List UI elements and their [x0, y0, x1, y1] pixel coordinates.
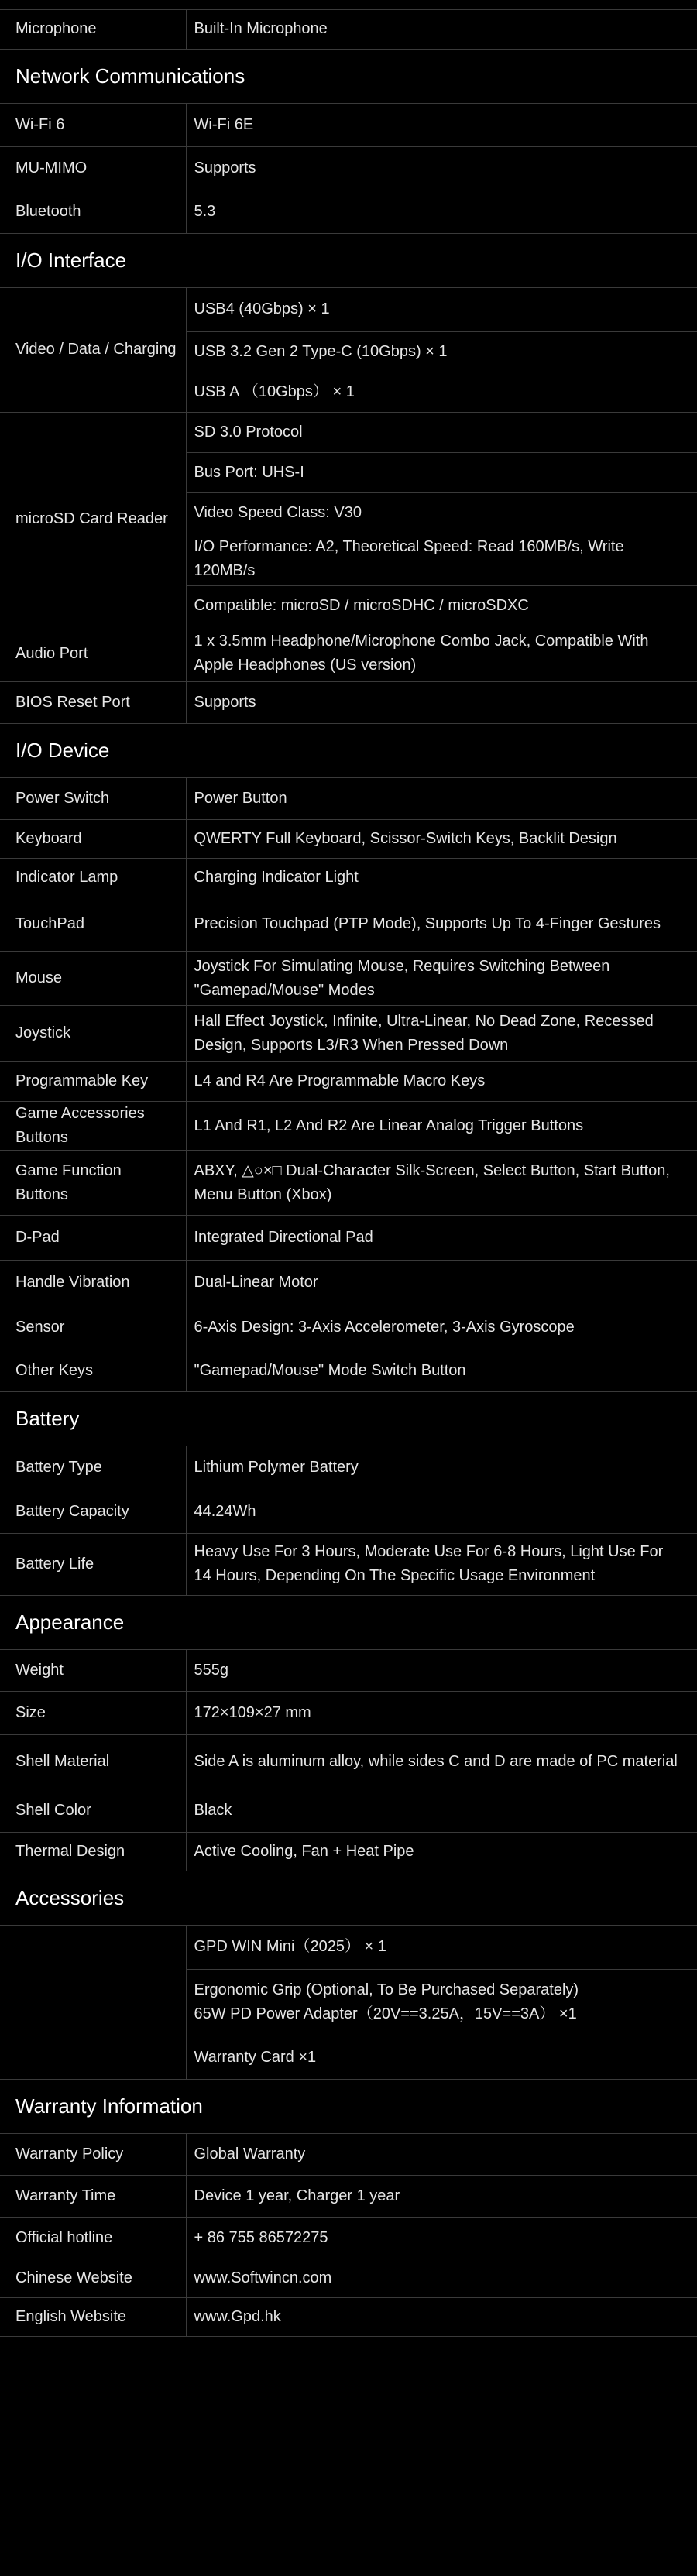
spec-row — [0, 10, 697, 49]
spec-row — [0, 1350, 697, 1392]
spec-row — [0, 681, 697, 723]
section-title-i-o-device: I/O Device — [0, 724, 697, 778]
spec-row — [0, 288, 697, 331]
spec-label: Warranty Time — [0, 2176, 186, 2218]
spec-value: www.Softwincn.com — [186, 2259, 697, 2298]
spec-value: 5.3 — [186, 190, 697, 234]
spec-label: D-Pad — [0, 1216, 186, 1261]
spec-table-battery — [0, 1446, 697, 1596]
spec-row — [0, 626, 697, 681]
spec-label: Warranty Policy — [0, 2134, 186, 2176]
section-title-appearance: Appearance — [0, 1596, 697, 1650]
spec-value: 172×109×27 mm — [186, 1692, 697, 1735]
spec-row — [0, 1735, 697, 1789]
spec-label: Battery Capacity — [0, 1490, 186, 1533]
spec-value: USB A （10Gbps） × 1 — [186, 372, 697, 412]
spec-row — [0, 2134, 697, 2176]
spec-value: I/O Performance: A2, Theoretical Speed: Read 160MB/s, Write 120MB/s — [186, 533, 697, 585]
spec-row — [0, 1062, 697, 1102]
spec-table-continued — [0, 10, 697, 50]
spec-label — [0, 1926, 186, 2079]
spec-value: Wi-Fi 6E — [186, 104, 697, 147]
spec-label: TouchPad — [0, 897, 186, 952]
spec-value: USB4 (40Gbps) × 1 — [186, 288, 697, 331]
spec-value: Compatible: microSD / microSDHC / microSDXC — [186, 585, 697, 626]
spec-value: Heavy Use For 3 Hours, Moderate Use For 6-8 Hours, Light Use For 14 Hours, Depending On The Specific Usage Environment — [186, 1533, 697, 1595]
spec-value: Lithium Polymer Battery — [186, 1446, 697, 1490]
spec-label: Bluetooth — [0, 190, 186, 234]
spec-table-warranty-information — [0, 2134, 697, 2338]
section-title-battery: Battery — [0, 1392, 697, 1446]
spec-row — [0, 1006, 697, 1062]
spec-table-i-o-device — [0, 778, 697, 1393]
spec-label: Battery Type — [0, 1446, 186, 1490]
spec-value: L4 and R4 Are Programmable Macro Keys — [186, 1062, 697, 1102]
spec-value: Hall Effect Joystick, Infinite, Ultra-Linear, No Dead Zone, Recessed Design, Supports L3/R3 When Pressed Down — [186, 1006, 697, 1062]
spec-label: Programmable Key — [0, 1062, 186, 1102]
spec-value: "Gamepad/Mouse" Mode Switch Button — [186, 1350, 697, 1392]
spec-row — [0, 190, 697, 234]
spec-label: English Website — [0, 2298, 186, 2337]
spec-label: Game Accessories Buttons — [0, 1102, 186, 1151]
spec-label: Official hotline — [0, 2218, 186, 2259]
spec-row — [0, 1692, 697, 1735]
spec-row — [0, 1151, 697, 1216]
spec-value: Video Speed Class: V30 — [186, 492, 697, 533]
section-title-accessories: Accessories — [0, 1871, 697, 1926]
spec-table-appearance — [0, 1650, 697, 1872]
spec-row — [0, 1216, 697, 1261]
spec-value: Precision Touchpad (PTP Mode), Supports Up To 4-Finger Gestures — [186, 897, 697, 952]
spec-row — [0, 1261, 697, 1305]
spec-value: Black — [186, 1789, 697, 1833]
spec-value: Supports — [186, 681, 697, 723]
spec-value: SD 3.0 Protocol — [186, 412, 697, 452]
spec-value: Global Warranty — [186, 2134, 697, 2176]
spec-label: Thermal Design — [0, 1833, 186, 1871]
spec-value: Power Button — [186, 778, 697, 820]
spec-value: Device 1 year, Charger 1 year — [186, 2176, 697, 2218]
spec-value: Warranty Card ×1 — [186, 2036, 697, 2079]
spec-label: microSD Card Reader — [0, 412, 186, 626]
spec-value: 1 x 3.5mm Headphone/Microphone Combo Jack, Compatible With Apple Headphones (US version) — [186, 626, 697, 681]
spec-label: Game Function Buttons — [0, 1151, 186, 1216]
spec-label: Video / Data / Charging — [0, 288, 186, 412]
spec-value: 555g — [186, 1650, 697, 1692]
spec-table-network-communications — [0, 104, 697, 235]
spec-value: Side A is aluminum alloy, while sides C and D are made of PC material — [186, 1735, 697, 1789]
spec-row — [0, 2218, 697, 2259]
spec-value: Supports — [186, 147, 697, 190]
spec-value: 6-Axis Design: 3-Axis Accelerometer, 3-Axis Gyroscope — [186, 1305, 697, 1350]
spec-table-accessories — [0, 1926, 697, 2080]
spec-value: www.Gpd.hk — [186, 2298, 697, 2337]
spec-row — [0, 897, 697, 952]
spec-row — [0, 1102, 697, 1151]
section-title-network-communications: Network Communications — [0, 50, 697, 104]
spec-row — [0, 412, 697, 452]
spec-value: Joystick For Simulating Mouse, Requires Switching Between "Gamepad/Mouse" Modes — [186, 952, 697, 1006]
spec-label: Microphone — [0, 10, 186, 49]
spec-value: Charging Indicator Light — [186, 859, 697, 897]
spec-table-i-o-interface — [0, 288, 697, 724]
spec-label: Handle Vibration — [0, 1261, 186, 1305]
spec-value: Bus Port: UHS-I — [186, 452, 697, 492]
spec-row — [0, 147, 697, 190]
spec-value: GPD WIN Mini（2025） × 1 — [186, 1926, 697, 1969]
spec-row — [0, 952, 697, 1006]
section-title-warranty-information: Warranty Information — [0, 2080, 697, 2134]
top-divider — [0, 0, 697, 10]
spec-label: Other Keys — [0, 1350, 186, 1392]
spec-row — [0, 1833, 697, 1871]
spec-row — [0, 1926, 697, 1969]
spec-value: USB 3.2 Gen 2 Type-C (10Gbps) × 1 — [186, 331, 697, 372]
spec-row — [0, 2259, 697, 2298]
spec-row — [0, 778, 697, 820]
spec-value: Ergonomic Grip (Optional, To Be Purchased Separately) 65W PD Power Adapter（20V==3.25A，15V==3A） ×1 — [186, 1969, 697, 2036]
spec-label: Sensor — [0, 1305, 186, 1350]
spec-label: MU-MIMO — [0, 147, 186, 190]
spec-row — [0, 2298, 697, 2337]
spec-label: Chinese Website — [0, 2259, 186, 2298]
spec-row — [0, 1789, 697, 1833]
spec-row — [0, 859, 697, 897]
spec-value: ABXY, △○×□ Dual-Character Silk-Screen, Select Button, Start Button, Menu Button (Xbox) — [186, 1151, 697, 1216]
spec-label: Battery Life — [0, 1533, 186, 1595]
spec-label: Joystick — [0, 1006, 186, 1062]
spec-value: Dual-Linear Motor — [186, 1261, 697, 1305]
spec-value: 44.24Wh — [186, 1490, 697, 1533]
spec-label: Mouse — [0, 952, 186, 1006]
spec-row — [0, 1490, 697, 1533]
section-title-i-o-interface: I/O Interface — [0, 234, 697, 288]
spec-label: Weight — [0, 1650, 186, 1692]
spec-value: QWERTY Full Keyboard, Scissor-Switch Keys, Backlit Design — [186, 820, 697, 859]
spec-label: Keyboard — [0, 820, 186, 859]
spec-row — [0, 2176, 697, 2218]
spec-row — [0, 1305, 697, 1350]
spec-label: Audio Port — [0, 626, 186, 681]
spec-label: BIOS Reset Port — [0, 681, 186, 723]
spec-label: Power Switch — [0, 778, 186, 820]
spec-row — [0, 1446, 697, 1490]
spec-row — [0, 1650, 697, 1692]
spec-value: Integrated Directional Pad — [186, 1216, 697, 1261]
spec-value: + 86 755 86572275 — [186, 2218, 697, 2259]
spec-label: Wi-Fi 6 — [0, 104, 186, 147]
spec-row — [0, 820, 697, 859]
spec-value: Active Cooling, Fan + Heat Pipe — [186, 1833, 697, 1871]
spec-label: Size — [0, 1692, 186, 1735]
spec-label: Shell Material — [0, 1735, 186, 1789]
spec-value: L1 And R1, L2 And R2 Are Linear Analog Trigger Buttons — [186, 1102, 697, 1151]
spec-label: Shell Color — [0, 1789, 186, 1833]
spec-row — [0, 1533, 697, 1595]
spec-row — [0, 104, 697, 147]
spec-label: Indicator Lamp — [0, 859, 186, 897]
spec-value: Built-In Microphone — [186, 10, 697, 49]
